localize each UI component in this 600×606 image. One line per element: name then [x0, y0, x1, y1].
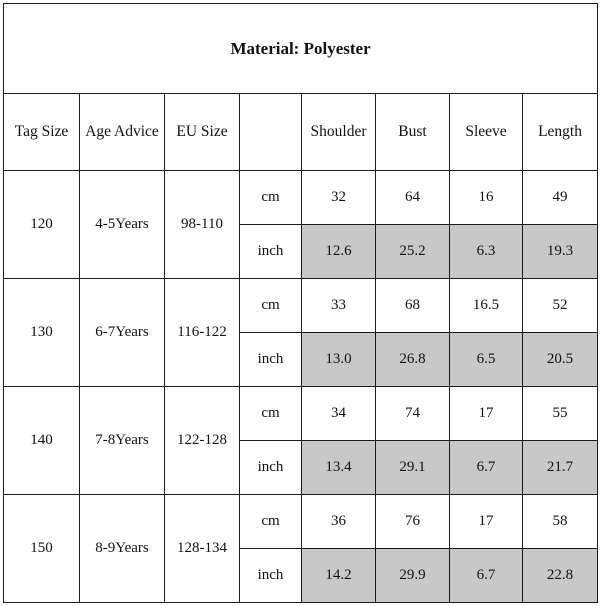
shoulder-inch-cell: 14.2: [302, 549, 376, 603]
sleeve-cm-cell: 16: [450, 171, 523, 225]
eu-size-cell: 116-122: [165, 279, 240, 387]
bust-cm-cell: 68: [376, 279, 450, 333]
bust-inch-cell: 29.9: [376, 549, 450, 603]
table-row: [4, 279, 598, 333]
length-inch-cell: 22.8: [523, 549, 598, 603]
bust-inch-cell: 25.2: [376, 225, 450, 279]
length-cm-cell: 52: [523, 279, 598, 333]
length-inch-cell: 20.5: [523, 333, 598, 387]
title-row: [4, 4, 598, 94]
table-row: [4, 495, 598, 549]
shoulder-inch-cell: 13.0: [302, 333, 376, 387]
bust-inch-cell: 26.8: [376, 333, 450, 387]
age-advice-cell: 4-5Years: [80, 171, 165, 279]
length-inch-cell: 19.3: [523, 225, 598, 279]
shoulder-inch-cell: 12.6: [302, 225, 376, 279]
unit-cm-label: cm: [240, 279, 302, 333]
age-advice-cell: 7-8Years: [80, 387, 165, 495]
header-sleeve: Sleeve: [450, 94, 523, 171]
bust-cm-cell: 64: [376, 171, 450, 225]
sleeve-inch-cell: 6.3: [450, 225, 523, 279]
tag-size-cell: 150: [4, 495, 80, 603]
unit-cm-label: cm: [240, 171, 302, 225]
size-table: [3, 3, 598, 603]
length-cm-cell: 49: [523, 171, 598, 225]
header-age-advice: Age Advice: [80, 94, 165, 171]
unit-inch-label: inch: [240, 441, 302, 495]
table-title: Material: Polyester: [4, 4, 598, 94]
eu-size-cell: 128-134: [165, 495, 240, 603]
shoulder-cm-cell: 32: [302, 171, 376, 225]
unit-cm-label: cm: [240, 495, 302, 549]
unit-inch-label: inch: [240, 225, 302, 279]
length-inch-cell: 21.7: [523, 441, 598, 495]
eu-size-cell: 122-128: [165, 387, 240, 495]
length-cm-cell: 55: [523, 387, 598, 441]
header-bust: Bust: [376, 94, 450, 171]
header-row: [4, 94, 598, 171]
bust-inch-cell: 29.1: [376, 441, 450, 495]
table-row: [4, 387, 598, 441]
shoulder-cm-cell: 33: [302, 279, 376, 333]
unit-cm-label: cm: [240, 387, 302, 441]
table-row: [4, 171, 598, 225]
sleeve-inch-cell: 6.7: [450, 549, 523, 603]
unit-inch-label: inch: [240, 333, 302, 387]
eu-size-cell: 98-110: [165, 171, 240, 279]
shoulder-cm-cell: 36: [302, 495, 376, 549]
tag-size-cell: 120: [4, 171, 80, 279]
length-cm-cell: 58: [523, 495, 598, 549]
header-length: Length: [523, 94, 598, 171]
header-tag-size: Tag Size: [4, 94, 80, 171]
header-shoulder: Shoulder: [302, 94, 376, 171]
header-unit: [240, 94, 302, 171]
bust-cm-cell: 74: [376, 387, 450, 441]
sleeve-cm-cell: 16.5: [450, 279, 523, 333]
tag-size-cell: 140: [4, 387, 80, 495]
tag-size-cell: 130: [4, 279, 80, 387]
sleeve-cm-cell: 17: [450, 495, 523, 549]
sleeve-inch-cell: 6.5: [450, 333, 523, 387]
header-eu-size: EU Size: [165, 94, 240, 171]
bust-cm-cell: 76: [376, 495, 450, 549]
unit-inch-label: inch: [240, 549, 302, 603]
age-advice-cell: 6-7Years: [80, 279, 165, 387]
age-advice-cell: 8-9Years: [80, 495, 165, 603]
sleeve-cm-cell: 17: [450, 387, 523, 441]
shoulder-inch-cell: 13.4: [302, 441, 376, 495]
shoulder-cm-cell: 34: [302, 387, 376, 441]
sleeve-inch-cell: 6.7: [450, 441, 523, 495]
